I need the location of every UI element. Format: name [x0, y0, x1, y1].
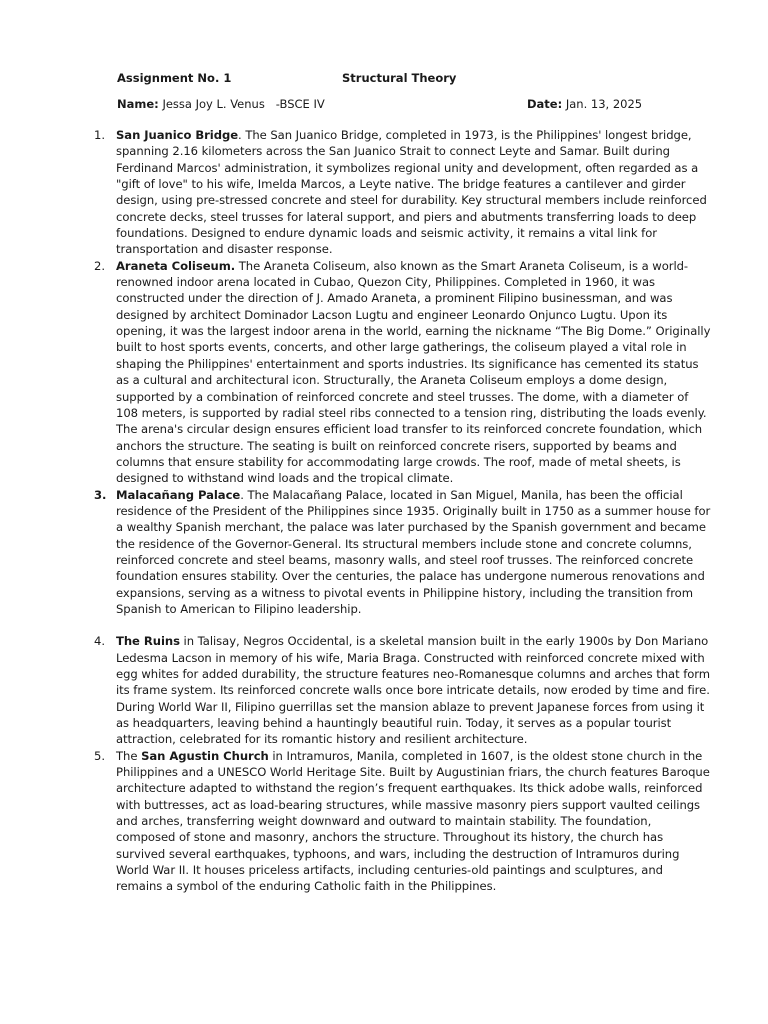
item-number: 4.	[94, 634, 105, 649]
item-body: . The Malacañang Palace, located in San Miguel, Manila, has been the official residence of the President of the Philippines since 1935. Originally built in 1750 as a summer house for a wealthy Spanish merchant, the palace was later purchased by the Spanish government and became the residence of the Governor-General. Its structural members include stone and concrete columns, reinforced concrete and steel beams, masonry walls, and steel roof trusses. The reinforced concrete foundation ensures stability. Over the centuries, the palace has undergone numerous renovations and expansions, serving as a witness to pivotal events in Philippine history, including the transition from Spanish to American to Filipino leadership.	[116, 487, 711, 616]
name-line	[117, 97, 325, 111]
list-item	[94, 633, 712, 747]
item-title: Malacañang Palace	[116, 487, 241, 502]
structures-list	[94, 127, 712, 895]
list-item	[94, 487, 712, 618]
item-body: The Araneta Coliseum, also known as the Smart Araneta Coliseum, is a world-renowned indoor arena located in Cubao, Quezon City, Philippines. Completed in 1960, it was constructed under the direction of J. Amado Araneta, a prominent Filipino businessman, and was designed by architect Dominador Lacson Lugtu and engineer Leonardo Onjunco Lugtu. Upon its opening, it was the largest indoor arena in the world, earning the nickname “The Big Dome.” Originally built to host sports events, concerts, and other large gatherings, the coliseum played a vital role in shaping the Philippines' entertainment and sports industries. Its significance has cemented its status as a cultural and architectural icon. Structurally, the Araneta Coliseum employs a dome design, supported by a combination of reinforced concrete and steel trusses. The dome, with a diameter of 108 meters, is supported by radial steel ribs connected to a tension ring, distributing the loads evenly. The arena's circular design ensures efficient load transfer to its reinforced concrete foundation, which anchors the structure. The seating is built on reinforced concrete risers, supported by beams and columns that ensure stability for accommodating large crowds. The roof, made of metal sheets, is designed to withstand wind loads and the tropical climate.	[116, 258, 711, 486]
list-item	[94, 258, 712, 487]
date-value: Jan. 13, 2025	[565, 97, 643, 111]
item-body: . The San Juanico Bridge, completed in 1973, is the Philippines' longest bridge, spanning 2.16 kilometers across the San Juanico Strait to connect Leyte and Samar. Built during Ferdinand Marcos' administration, it symbolizes regional unity and development, often regarded as a "gift of love" to his wife, Imelda Marcos, a Leyte native. The bridge features a cantilever and girder design, using pre-stressed concrete and steel for durability. Key structural members include reinforced concrete decks, steel trusses for lateral support, and piers and abutments transferring loads to deep foundations. Designed to endure dynamic loads and seismic activity, it remains a vital link for transportation and disaster response.	[116, 128, 707, 257]
item-number: 2.	[94, 258, 105, 273]
list-item	[94, 127, 712, 258]
item-title: San Agustin Church	[141, 748, 269, 763]
list-item	[94, 748, 712, 895]
item-title: San Juanico Bridge	[116, 128, 239, 142]
item-title: The Ruins	[116, 634, 180, 649]
item-body: in Talisay, Negros Occidental, is a skeletal mansion built in the early 1900s by Don Mariano Ledesma Lacson in memory of his wife, Maria Braga. Constructed with reinforced concrete mixed with egg whites for added durability, the structure features neo-Romanesque columns and arches that form its frame system. Its reinforced concrete walls once bore intricate details, now eroded by time and fire. During World War II, Filipino guerrillas set the mansion ablaze to prevent Japanese forces from using it as headquarters, leaving behind a hauntingly beautiful ruin. Today, it serves as a popular tourist attraction, celebrated for its romantic history and resilient architecture.	[116, 634, 711, 747]
name-label: Name:	[117, 97, 159, 111]
item-prefix: The	[116, 748, 142, 763]
item-body: in Intramuros, Manila, completed in 1607, is the oldest stone church in the Philippines and a UNESCO World Heritage Site. Built by Augustinian friars, the church features Baroque architecture adapted to withstand the region’s frequent earthquakes. Its thick adobe walls, reinforced with buttresses, act as load-bearing structures, while massive masonry piers support vaulted ceilings and arches, transferring weight downward and outward to maintain stability. The foundation, composed of stone and masonry, anchors the structure. Throughout its history, the church has survived several earthquakes, typhoons, and wars, including the destruction of Intramuros during World War II. It houses priceless artifacts, including centuries-old paintings and sculptures, and remains a symbol of the enduring Catholic faith in the Philippines.	[116, 748, 710, 894]
item-number: 3.	[94, 487, 107, 502]
item-title: Araneta Coliseum.	[116, 258, 236, 273]
name-value: Jessa Joy L. Venus -BSCE IV	[162, 97, 325, 111]
date-label: Date:	[527, 97, 563, 111]
subject-title: Structural Theory	[342, 71, 457, 85]
item-number: 5.	[94, 748, 105, 763]
assignment-title: Assignment No. 1	[117, 71, 232, 85]
item-number: 1.	[94, 128, 105, 142]
date-line	[527, 97, 642, 111]
